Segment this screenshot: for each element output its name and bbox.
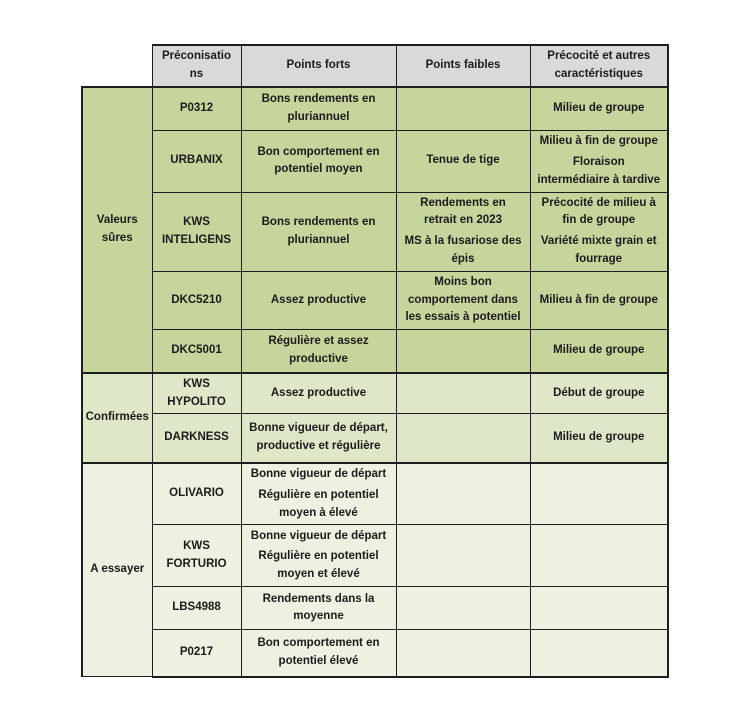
points-faibles-cell bbox=[396, 525, 530, 587]
table-row bbox=[82, 630, 668, 677]
table-row bbox=[82, 271, 668, 329]
recommendations-table bbox=[81, 44, 669, 678]
points-faibles-cell bbox=[396, 414, 530, 463]
precocite-cell bbox=[530, 330, 668, 373]
cell-text: Milieu de groupe bbox=[553, 344, 645, 357]
precocite-cell bbox=[530, 131, 668, 192]
col-header-points-forts: Points forts bbox=[241, 45, 396, 87]
corner-cell bbox=[82, 45, 152, 87]
precocite-cell bbox=[530, 525, 668, 587]
cell-text: Milieu de groupe bbox=[553, 431, 645, 444]
col-header-preconisations: Préconisations bbox=[152, 45, 241, 87]
variety-name-cell: KWS HYPOLITO bbox=[152, 373, 241, 414]
cell-text: Rendements dans la moyenne bbox=[262, 592, 375, 623]
points-forts-cell bbox=[241, 525, 396, 587]
cell-text: Bons rendements en pluriannuel bbox=[261, 93, 376, 123]
points-forts-cell bbox=[241, 630, 396, 677]
variety-name-cell: DKC5210 bbox=[152, 271, 241, 329]
table-row bbox=[82, 131, 668, 192]
cell-text: Milieu à fin de groupe bbox=[539, 293, 658, 306]
points-forts-cell bbox=[241, 330, 396, 373]
points-forts-cell bbox=[241, 414, 396, 463]
cell-text: Bon comportement en potentiel élevé bbox=[257, 637, 380, 668]
variety-name-cell: LBS4988 bbox=[152, 587, 241, 630]
cell-text: Début de groupe bbox=[553, 386, 645, 399]
points-faibles-cell bbox=[396, 630, 530, 677]
precocite-cell bbox=[530, 373, 668, 414]
cell-text: MS à la fusariose des épis bbox=[404, 235, 522, 265]
table-row bbox=[82, 587, 668, 630]
cell-text: Milieu à fin de groupe bbox=[539, 135, 658, 148]
table-row bbox=[82, 373, 668, 414]
group-label-cell: Valeurs sûres bbox=[82, 87, 152, 373]
precocite-cell bbox=[530, 192, 668, 271]
table-row bbox=[82, 87, 668, 131]
points-faibles-cell bbox=[396, 192, 530, 271]
variety-name-cell: P0312 bbox=[152, 87, 241, 131]
variety-name-cell: KWS FORTURIO bbox=[152, 525, 241, 587]
points-faibles-cell bbox=[396, 373, 530, 414]
points-forts-cell bbox=[241, 131, 396, 192]
cell-text: Régulière en potentiel moyen à élevé bbox=[258, 488, 379, 519]
cell-text: Assez productive bbox=[270, 386, 367, 399]
points-faibles-cell bbox=[396, 131, 530, 192]
table-row bbox=[82, 192, 668, 271]
points-faibles-cell bbox=[396, 587, 530, 630]
col-header-points-faibles: Points faibles bbox=[396, 45, 530, 87]
points-faibles-cell bbox=[396, 463, 530, 525]
cell-text: Précocité de milieu à fin de groupe bbox=[541, 196, 656, 227]
cell-text: Rendements en retrait en 2023 bbox=[420, 196, 506, 227]
col-header-precocite: Précocité et autres caractéristiques bbox=[530, 45, 668, 87]
points-faibles-cell bbox=[396, 330, 530, 373]
variety-name-cell: OLIVARIO bbox=[152, 463, 241, 525]
variety-name-cell: URBANIX bbox=[152, 131, 241, 192]
group-label-cell: A essayer bbox=[82, 463, 152, 677]
points-forts-cell bbox=[241, 463, 396, 525]
points-forts-cell bbox=[241, 271, 396, 329]
points-forts-cell bbox=[241, 192, 396, 271]
precocite-cell bbox=[530, 463, 668, 525]
precocite-cell bbox=[530, 87, 668, 131]
variety-name-cell: P0217 bbox=[152, 630, 241, 677]
cell-text: Bonne vigueur de départ, productive et régulière bbox=[249, 422, 388, 453]
header-row bbox=[82, 45, 668, 87]
cell-text: Bonne vigueur de départ bbox=[250, 467, 387, 480]
precocite-cell bbox=[530, 630, 668, 677]
precocite-cell bbox=[530, 587, 668, 630]
cell-text: Moins bon comportement dans les essais à potentiel bbox=[405, 275, 521, 324]
precocite-cell bbox=[530, 414, 668, 463]
table-row bbox=[82, 525, 668, 587]
table-body bbox=[82, 87, 668, 677]
cell-text: Assez productive bbox=[270, 293, 367, 306]
table-row bbox=[82, 414, 668, 463]
cell-text: Floraison intermédiaire à tardive bbox=[537, 155, 661, 186]
points-forts-cell bbox=[241, 587, 396, 630]
cell-text: Régulière en potentiel moyen et élevé bbox=[258, 550, 379, 581]
table-row bbox=[82, 463, 668, 525]
points-forts-cell bbox=[241, 373, 396, 414]
points-faibles-cell bbox=[396, 271, 530, 329]
variety-name-cell: KWS INTELIGENS bbox=[152, 192, 241, 271]
table-row bbox=[82, 330, 668, 373]
variety-name-cell: DARKNESS bbox=[152, 414, 241, 463]
points-forts-cell bbox=[241, 87, 396, 131]
cell-text: Bonne vigueur de départ bbox=[250, 529, 387, 542]
cell-text: Bons rendements en pluriannuel bbox=[261, 215, 376, 246]
variety-name-cell: DKC5001 bbox=[152, 330, 241, 373]
precocite-cell bbox=[530, 271, 668, 329]
cell-text: Milieu de groupe bbox=[553, 101, 645, 114]
cell-text: Variété mixte grain et fourrage bbox=[540, 235, 657, 265]
group-label-cell: Confirmées bbox=[82, 373, 152, 463]
cell-text: Bon comportement en potentiel moyen bbox=[257, 145, 380, 176]
cell-text: Tenue de tige bbox=[426, 154, 500, 167]
points-faibles-cell bbox=[396, 87, 530, 131]
cell-text: Régulière et assez productive bbox=[268, 335, 369, 365]
